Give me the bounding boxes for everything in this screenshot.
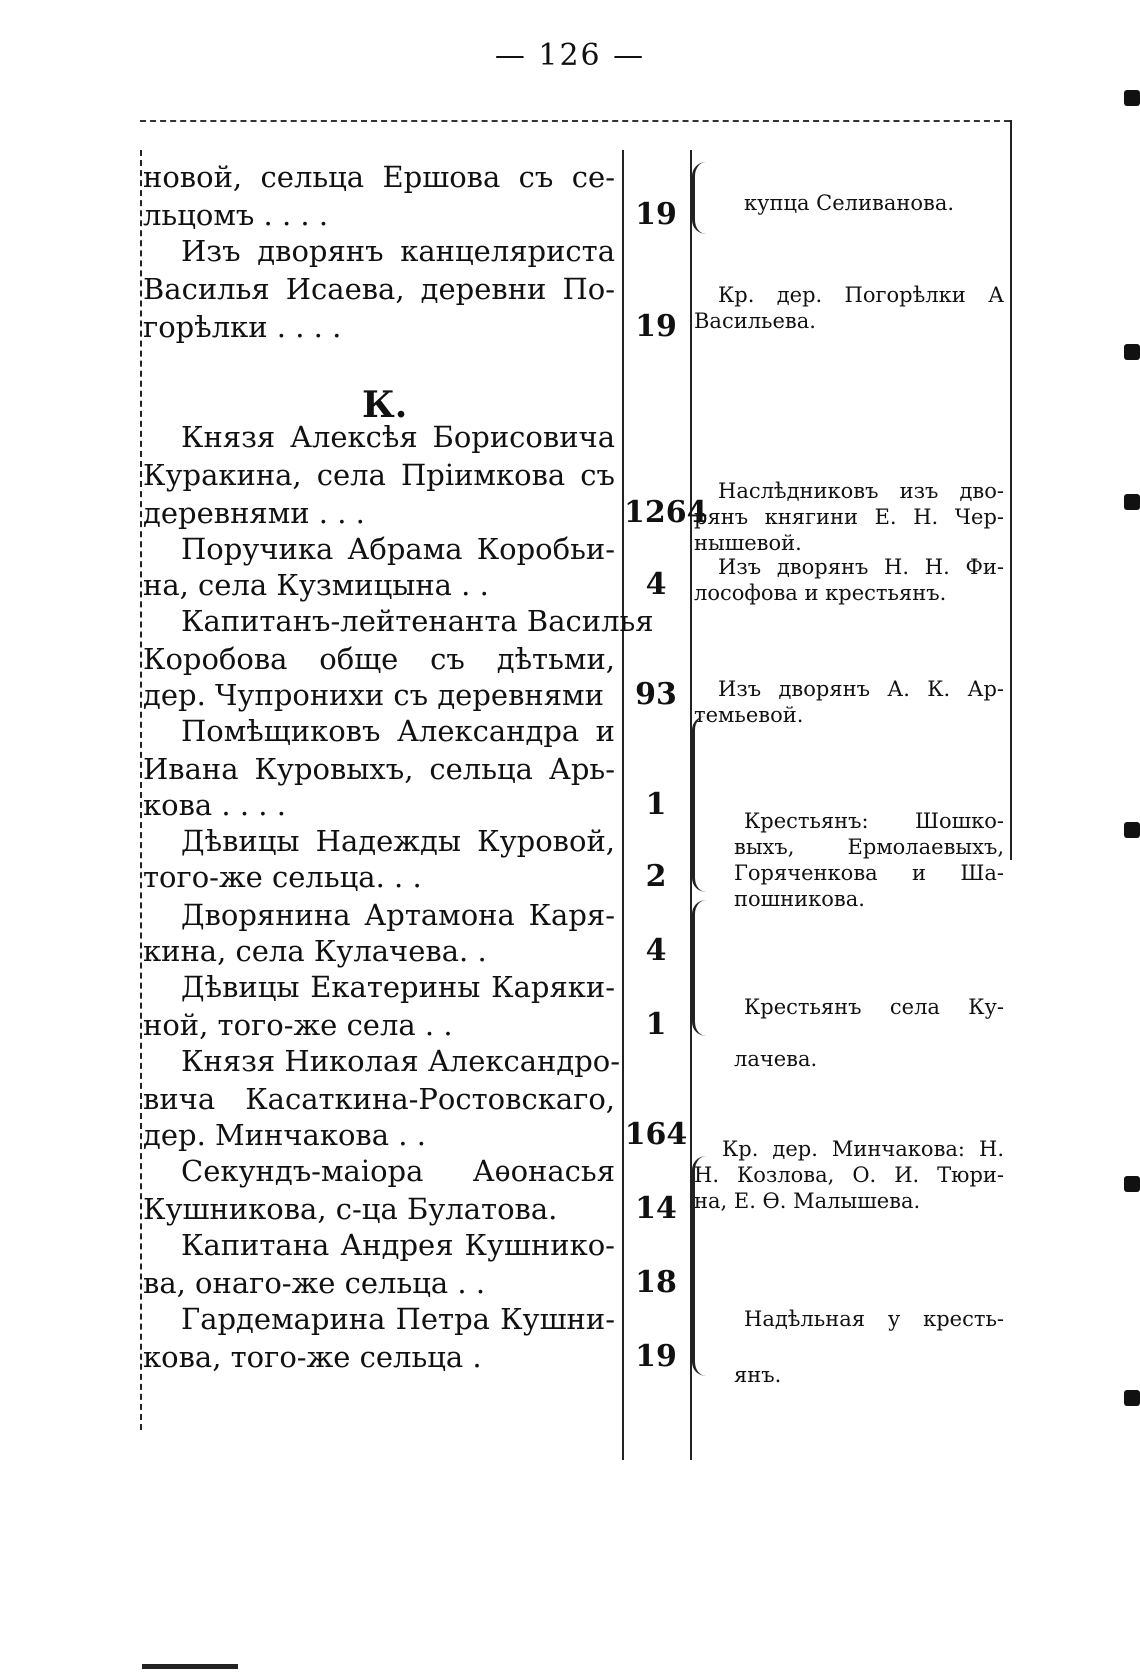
entry-line: дер. Минчакова . . bbox=[143, 1118, 426, 1152]
note-line: Крестьянъ села Ку- bbox=[744, 995, 1004, 1019]
note-line: лософова и крестьянъ. bbox=[694, 581, 947, 605]
entry-line: ной, того-же села . . bbox=[143, 1008, 453, 1042]
entry-line: Изъ дворянъ канцеляриста bbox=[181, 234, 615, 268]
entry-line: новой, сельца Ершова съ се- bbox=[143, 160, 615, 194]
note-line: Васильева. bbox=[694, 309, 816, 333]
entry-count: 19 bbox=[635, 197, 677, 232]
entry-line: Капитана Андрея Кушнико- bbox=[181, 1228, 615, 1262]
section-heading: К. bbox=[362, 384, 408, 426]
entry-line: на, села Кузмицына . . bbox=[143, 568, 489, 602]
bottom-rule bbox=[142, 1664, 238, 1669]
note-line: Горяченкова и Ша- bbox=[734, 861, 1004, 885]
entry-line: Князя Николая Александро- bbox=[181, 1044, 621, 1078]
note-line: лачева. bbox=[734, 1047, 818, 1071]
entry-line: Дѣвицы Надежды Куровой, bbox=[181, 824, 615, 858]
entry-count: 4 bbox=[645, 567, 667, 602]
entry-count: 164 bbox=[624, 1117, 688, 1152]
bracket bbox=[692, 162, 709, 234]
note-line: Изъ дворянъ Н. Н. Фи- bbox=[718, 555, 1004, 579]
note-line: Наслѣдниковъ изъ дво- bbox=[718, 479, 1004, 503]
entry-count: 1 bbox=[645, 1007, 667, 1042]
entry-line: Куракина, села Пріимкова съ bbox=[143, 458, 615, 492]
entry-count: 14 bbox=[635, 1191, 677, 1226]
entry-line: Коробова обще съ дѣтьми, bbox=[143, 642, 615, 676]
entry-line: Кушникова, с-ца Булатова. bbox=[143, 1192, 558, 1226]
entry-line: ва, онаго-же сельца . . bbox=[143, 1266, 486, 1300]
note-line: Изъ дворянъ А. К. Ар- bbox=[718, 677, 1004, 701]
right-rule bbox=[1010, 120, 1012, 860]
note-line: пошникова. bbox=[734, 887, 865, 911]
entry-line: кова, того-же сельца . bbox=[143, 1340, 482, 1374]
bracket bbox=[692, 716, 709, 892]
entry-count: 19 bbox=[635, 309, 677, 344]
note-line: Надѣльная у кресть- bbox=[744, 1307, 1004, 1331]
edge-mark bbox=[1124, 90, 1140, 106]
edge-mark bbox=[1124, 822, 1140, 838]
note-line: Крестьянъ: Шошко- bbox=[744, 809, 1004, 833]
entry-count: 4 bbox=[645, 933, 667, 968]
entry-line: Дворянина Артамона Каря- bbox=[181, 898, 615, 932]
note-line: Кр. дер. Погорѣлки А bbox=[718, 283, 1004, 307]
entry-line: Помѣщиковъ Александра и bbox=[181, 714, 615, 748]
entry-line: Ивана Куровыхъ, сельца Арь- bbox=[143, 752, 615, 786]
note-line: янъ. bbox=[734, 1363, 782, 1387]
entry-count: 1 bbox=[645, 787, 667, 822]
entry-line: вича Касаткина-Ростовскаго, bbox=[143, 1082, 615, 1116]
entry-line: Капитанъ-лейтенанта Василья bbox=[181, 604, 654, 638]
entry-line: Секундъ-маіора Аѳонасья bbox=[181, 1154, 615, 1188]
entry-line: горѣлки . . . . bbox=[143, 310, 342, 344]
entry-line: Василья Исаева, деревни По- bbox=[143, 272, 615, 306]
entry-line: Князя Алексѣя Борисовича bbox=[181, 420, 615, 454]
edge-mark bbox=[1124, 1176, 1140, 1192]
left-rule bbox=[140, 150, 142, 1430]
entry-count: 1264 bbox=[624, 495, 708, 530]
entry-count: 19 bbox=[635, 1339, 677, 1374]
entry-line: кина, села Кулачева. . bbox=[143, 934, 487, 968]
entry-line: деревнями . . . bbox=[143, 496, 365, 530]
edge-mark bbox=[1124, 494, 1140, 510]
note-line: Кр. дер. Минчакова: Н. bbox=[722, 1137, 1004, 1161]
top-rule bbox=[140, 120, 1010, 122]
entry-line: того-же сельца. . . bbox=[143, 860, 422, 894]
entry-count: 93 bbox=[635, 677, 677, 712]
note-line: Н. Козлова, О. И. Тюри- bbox=[694, 1163, 1004, 1187]
entry-line: Гардемарина Петра Кушни- bbox=[181, 1302, 615, 1336]
entry-line: льцомъ . . . . bbox=[143, 198, 329, 232]
edge-mark bbox=[1124, 1390, 1140, 1406]
note-line: нышевой. bbox=[694, 531, 802, 555]
entry-line: кова . . . . bbox=[143, 788, 286, 822]
note-line: темьевой. bbox=[694, 703, 804, 727]
page-number: — 126 — bbox=[494, 38, 646, 73]
edge-mark bbox=[1124, 344, 1140, 360]
note-line: купца Селиванова. bbox=[744, 191, 955, 215]
bracket bbox=[692, 900, 709, 1036]
note-line: выхъ, Ермолаевыхъ, bbox=[734, 835, 1004, 859]
entry-line: Дѣвицы Екатерины Каряки- bbox=[181, 970, 615, 1004]
entry-line: дер. Чупронихи съ деревнями bbox=[143, 678, 604, 712]
entry-count: 2 bbox=[645, 859, 667, 894]
entry-line: Поручика Абрама Коробьи- bbox=[181, 532, 615, 566]
note-line: рянъ княгини Е. Н. Чер- bbox=[694, 505, 1004, 529]
note-line: на, Е. Ѳ. Малышева. bbox=[694, 1189, 921, 1213]
entry-count: 18 bbox=[635, 1265, 677, 1300]
